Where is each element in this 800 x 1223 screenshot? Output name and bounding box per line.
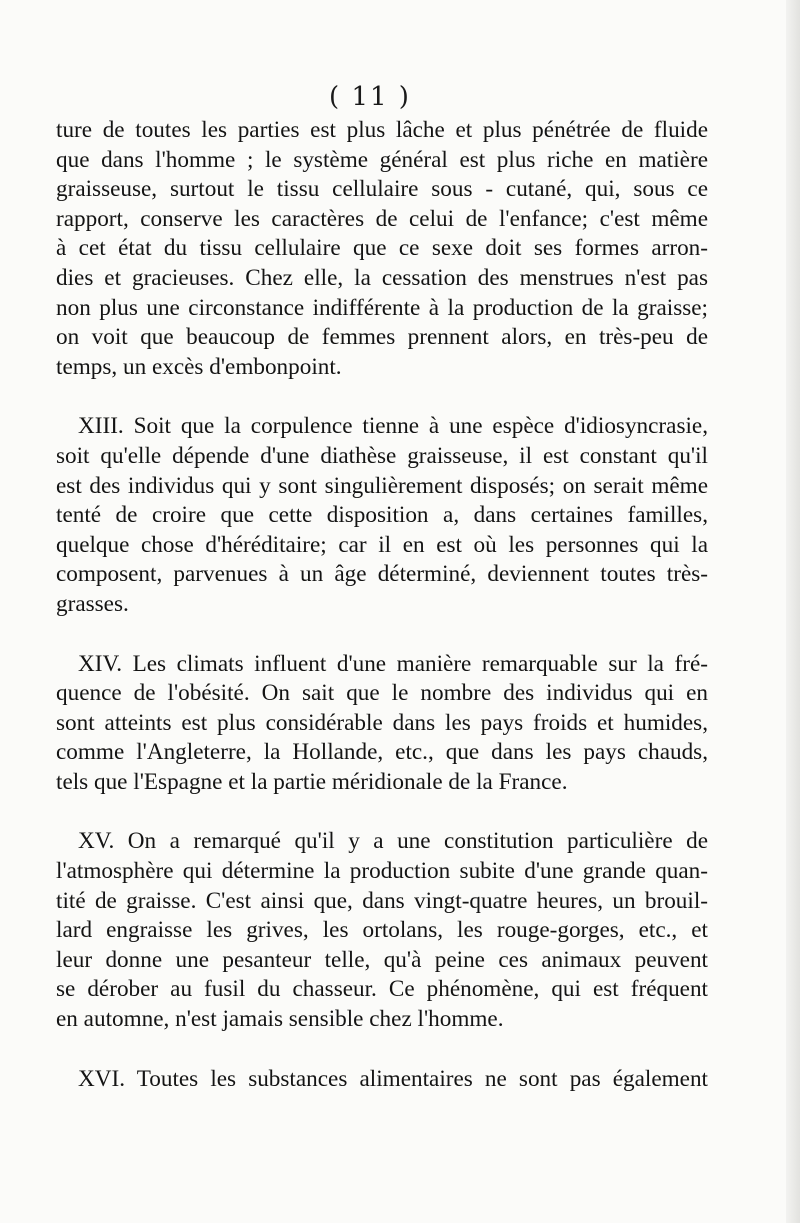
text-line: non plus une circonstance indifférente à la production de la graisse;: [56, 294, 708, 321]
text-line: grasses.: [56, 590, 129, 617]
text-line: quelque chose d'héréditaire; car il en est où les personnes qui la: [56, 531, 708, 558]
text-line: l'atmosphère qui détermine la production subite d'une grande quan-: [56, 858, 708, 885]
text-line: rapport, conserve les caractères de celui de l'enfance; c'est même: [56, 205, 708, 232]
text-line: XIII. Soit que la corpulence tienne à une espèce d'idiosyncrasie,: [78, 413, 708, 440]
text-line: comme l'Angleterre, la Hollande, etc., que dans les pays chauds,: [56, 739, 708, 766]
text-line: sont atteints est plus considérable dans les pays froids et humides,: [56, 709, 708, 736]
text-line: dies et gracieuses. Chez elle, la cessation des menstrues n'est pas: [56, 264, 708, 291]
text-line: graisseuse, surtout le tissu cellulaire sous - cutané, qui, sous ce: [56, 176, 708, 203]
text-line: lard engraisse les grives, les ortolans, les rouge-gorges, etc., et: [56, 917, 708, 944]
text-line: tels que l'Espagne et la partie méridionale de la France.: [56, 768, 568, 795]
body-text: [56, 116, 708, 1094]
text-line: à cet état du tissu cellulaire que ce sexe doit ses formes arron-: [56, 235, 708, 262]
paragraph-gap: [56, 620, 708, 650]
paragraph-gap: [56, 382, 708, 412]
page-edge-shadow: [786, 0, 800, 1223]
text-line: ture de toutes les parties est plus lâche et plus pénétrée de fluide: [56, 117, 708, 143]
text-line: temps, un excès d'embonpoint.: [56, 353, 342, 380]
paragraph-gap: [56, 797, 708, 827]
text-line: composent, parvenues à un âge déterminé, deviennent toutes très-: [56, 561, 708, 588]
paragraph-gap: [56, 1035, 708, 1065]
paragraph-xvi: [56, 1065, 708, 1095]
text-line: que dans l'homme ; le système général est plus riche en matière: [56, 146, 708, 173]
page-number: ( 11 ): [329, 82, 411, 112]
text-line: on voit que beaucoup de femmes prennent alors, en très-peu de: [56, 324, 708, 351]
text-line: en automne, n'est jamais sensible chez l'homme.: [56, 1006, 504, 1033]
paragraph-xv: [56, 827, 708, 1034]
text-line: soit qu'elle dépende d'une diathèse graisseuse, il est constant qu'il: [56, 442, 708, 469]
text-line: est des individus qui y sont singulièrement disposés; on serait même: [56, 472, 708, 499]
text-line: XV. On a remarqué qu'il y a une constitution particulière de: [78, 828, 708, 855]
paragraph-xiv: [56, 650, 708, 798]
text-line: quence de l'obésité. On sait que le nombre des individus qui en: [56, 680, 708, 707]
text-line: se dérober au fusil du chasseur. Ce phénomène, qui est fréquent: [56, 976, 708, 1003]
text-line: leur donne une pesanteur telle, qu'à peine ces animaux peuvent: [56, 946, 708, 973]
text-line: XVI. Toutes les substances alimentaires ne sont pas également: [78, 1065, 708, 1092]
text-line: tenté de croire que cette disposition a, dans certaines familles,: [56, 502, 708, 529]
text-line: tité de graisse. C'est ainsi que, dans vingt-quatre heures, un brouil-: [56, 887, 708, 914]
paragraph-xiii: [56, 412, 708, 619]
text-line: XIV. Les climats influent d'une manière remarquable sur la fré-: [78, 650, 708, 677]
paragraph-continuation: [56, 116, 708, 382]
